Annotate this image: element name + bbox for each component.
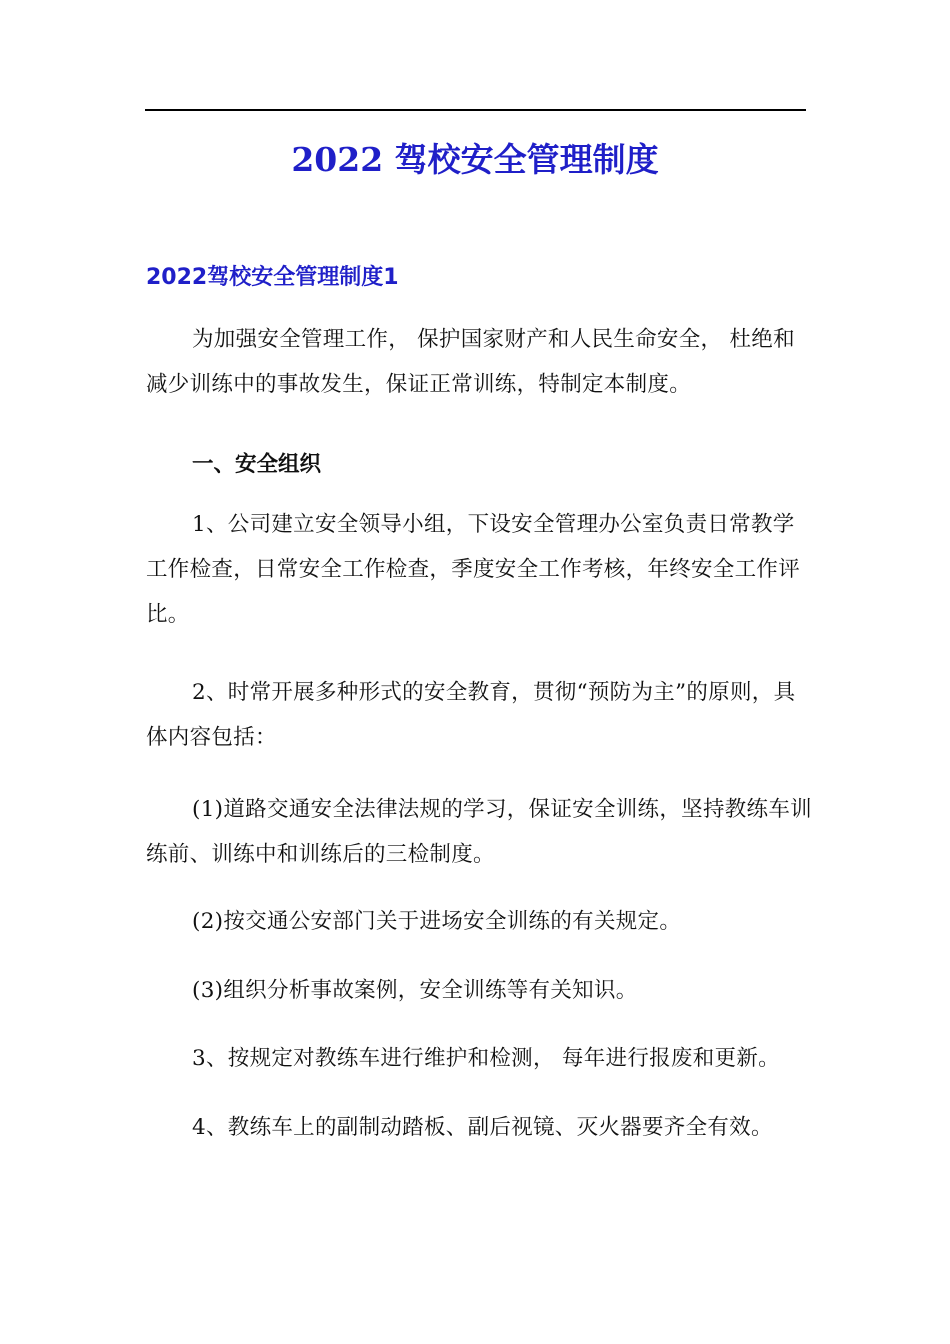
- paragraph-item-2-2: (2)按交通公安部门关于进场安全训练的有关规定。: [192, 909, 682, 934]
- document-title: 2022 驾校安全管理制度: [291, 140, 659, 179]
- intro-paragraph: 为加强安全管理工作， 保护国家财产和人民生命安全， 杜绝和减少训练中的事故发生，保证正常训练，特制定本制度。: [146, 327, 795, 397]
- heading-safety-organization: 一、安全组织: [192, 452, 322, 477]
- paragraph-item-4: 4、教练车上的副制动踏板、副后视镜、灭火器要齐全有效。: [192, 1115, 773, 1140]
- header-rule: [145, 109, 806, 111]
- paragraph-item-3: 3、按规定对教练车进行维护和检测， 每年进行报废和更新。: [192, 1046, 780, 1071]
- paragraph-item-2-3: (3)组织分析事故案例，安全训练等有关知识。: [192, 978, 638, 1003]
- section-title: 2022驾校安全管理制度1: [146, 265, 399, 290]
- paragraph-item-1: 1、公司建立安全领导小组，下设安全管理办公室负责日常教学工作检查，日常安全工作检查，季度安全工作考核，年终安全工作评比。: [146, 512, 801, 627]
- paragraph-item-2: 2、时常开展多种形式的安全教育，贯彻“预防为主”的原则，具体内容包括：: [146, 680, 796, 750]
- paragraph-item-2-1: (1)道路交通安全法律法规的学习，保证安全训练，坚持教练车训练前、训练中和训练后的三检制度。: [146, 797, 812, 867]
